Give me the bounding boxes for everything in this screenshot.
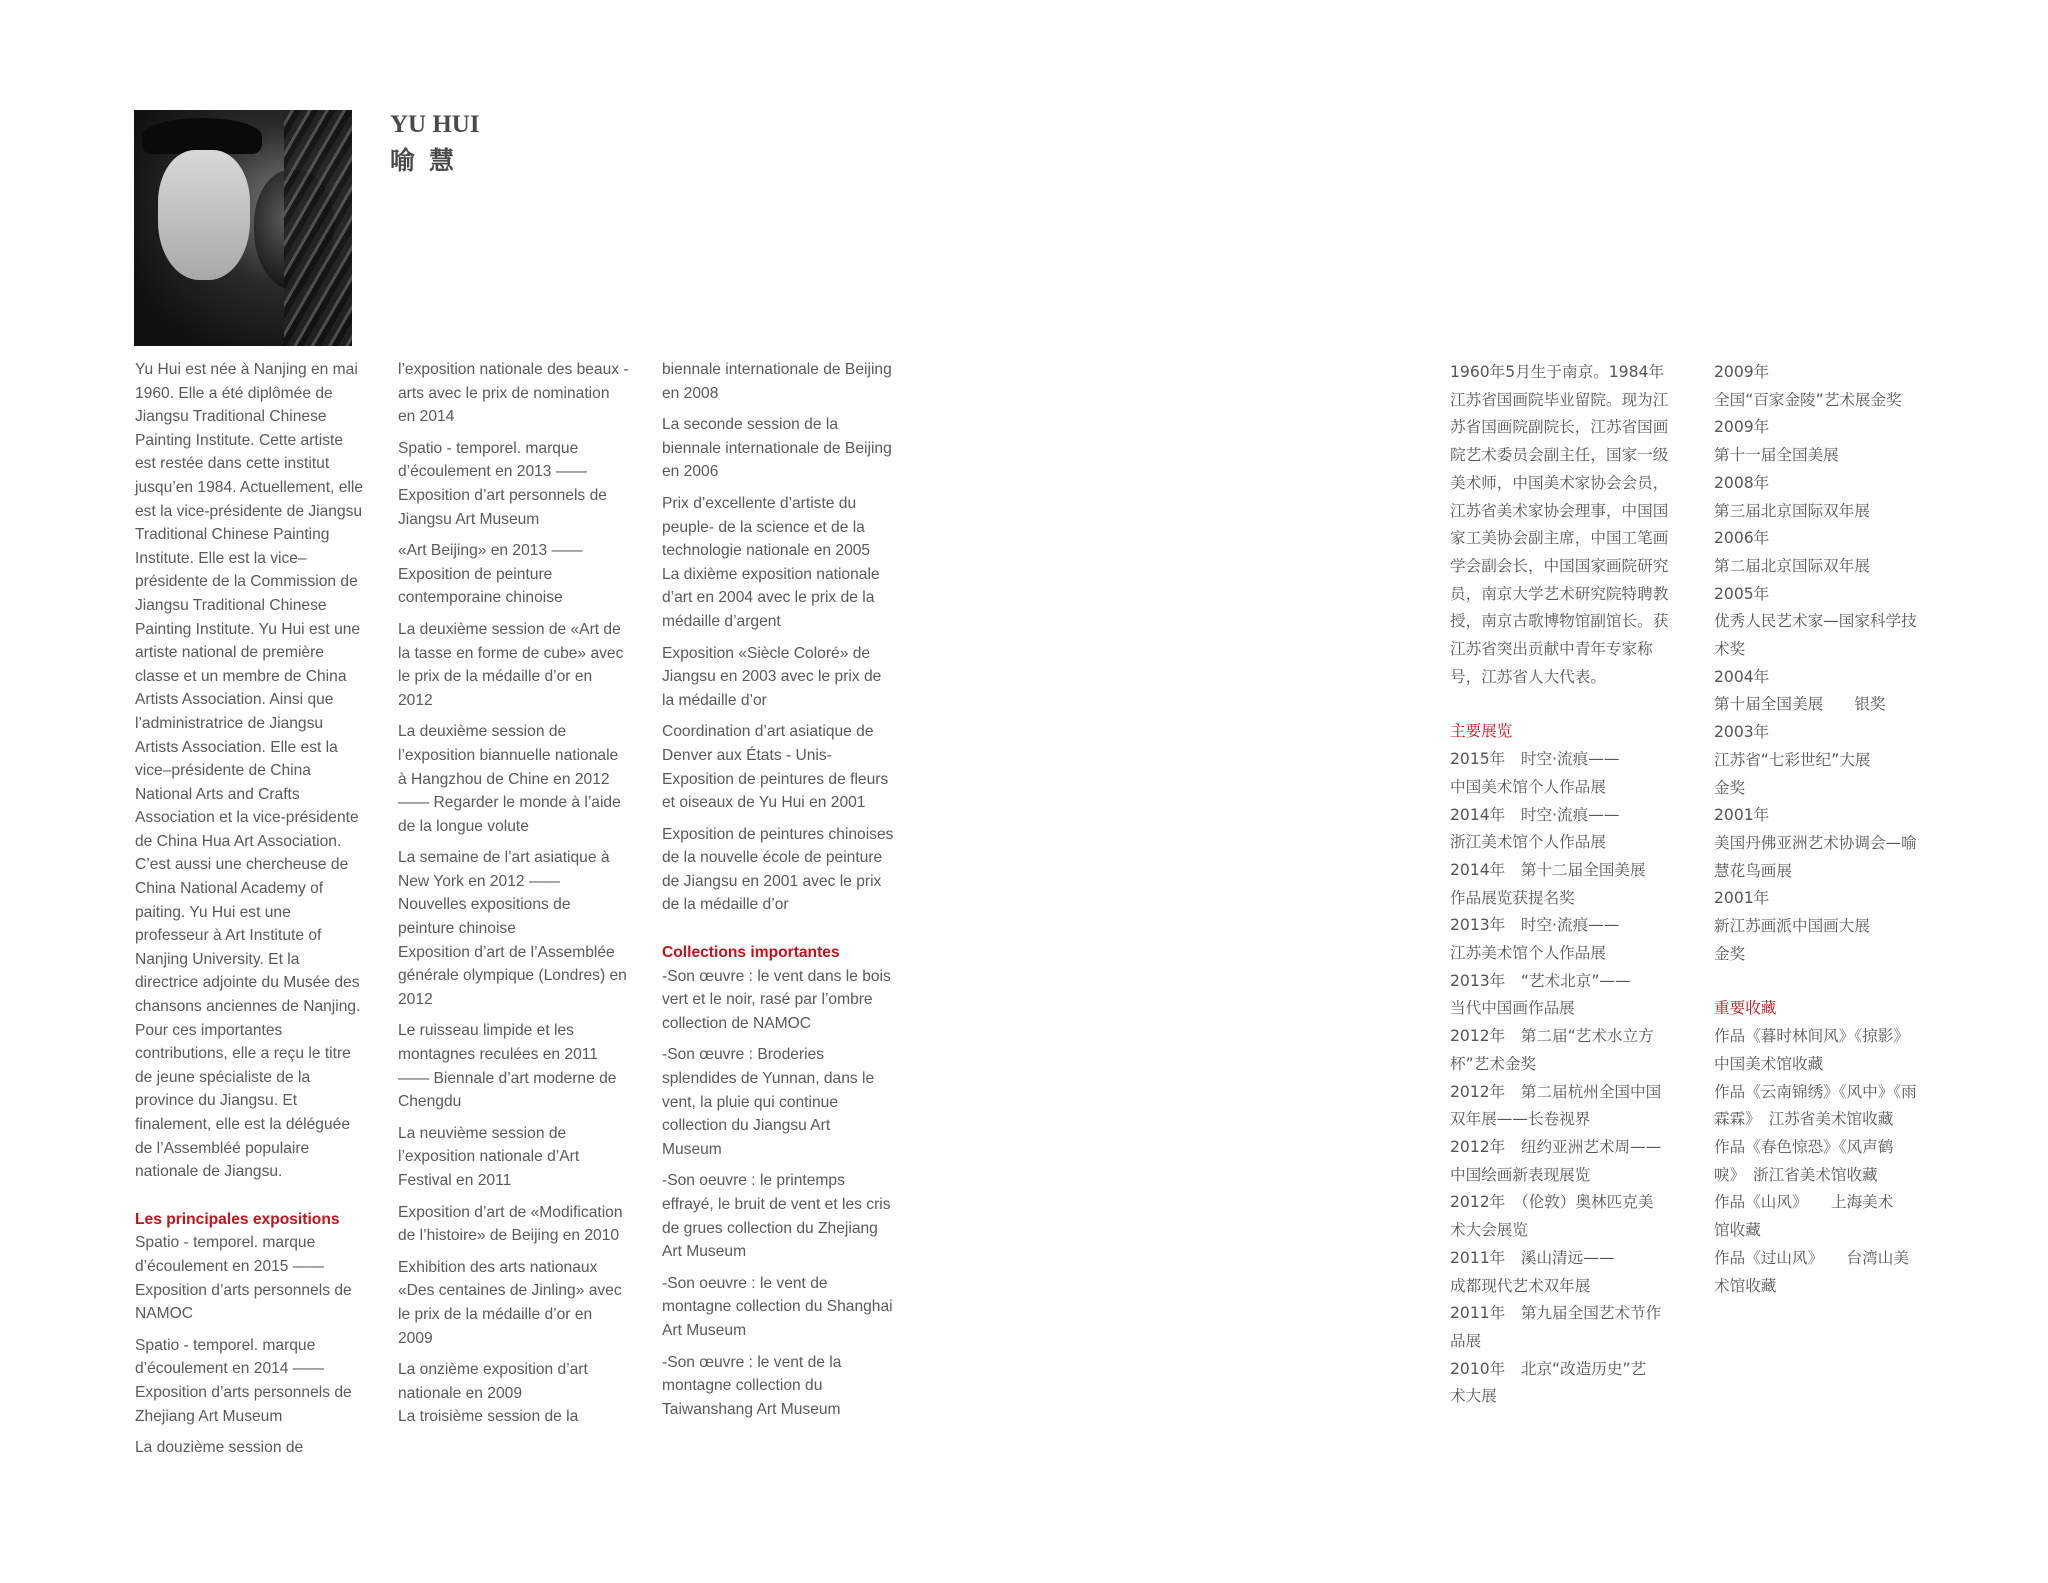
exhibition-line: 2014年 第十二届全国美展 [1450, 860, 1646, 879]
exhibition-line: 术大展 [1450, 1387, 1497, 1406]
exhibition-item: La deuxième session de «Art de la tasse en forme de cube» avec le prix de la médaille d’or en 2012 [398, 620, 624, 709]
exhibition-line: 术大会展览 [1450, 1221, 1528, 1240]
collection-line: 唳》 浙江省美术馆收藏 [1714, 1165, 1878, 1184]
exhibition-line: 当代中国画作品展 [1450, 999, 1575, 1018]
award-line: 第十一届全国美展 [1714, 446, 1839, 465]
chinese-column-2 [1714, 359, 1944, 1300]
exhibition-line: 杯”艺术金奖 [1450, 1054, 1537, 1073]
collection-line: 作品《春色惊恐》《风声鹤 [1714, 1137, 1894, 1156]
exhibition-item: Coordination d’art asiatique de Denver aux États - Unis- Exposition de peintures de fleurs et oiseaux de Yu Hui en 2001 [662, 723, 889, 812]
collection-line: 作品《山风》 上海美术 [1714, 1193, 1894, 1212]
collection-item: -Son œuvre : le vent dans le bois vert et le noir, rasé par l’ombre collection de NAMOC [662, 967, 891, 1032]
exhibition-line: 2013年 时空·流痕—— [1450, 916, 1620, 935]
award-line: 术奖 [1714, 640, 1746, 659]
exhibition-line: 2011年 溪山清远—— [1450, 1248, 1615, 1267]
exhibition-item: La troisième session de la [398, 1408, 579, 1426]
chinese-bio: 1960年5月生于南京。1984年江苏省国画院毕业留院。现为江苏省国画院副院长，江苏省国画院艺术委员会副主任，国家一级美术师，中国美术家协会会员，江苏省美术家协会理事，中国国家工美协会副主席，中国工笔画学会副会长，中国国家画院研究员，南京大学艺术研究院特聘教授，南京古歌博物馆副馆长。获江苏省突出贡献中青年专家称号，江苏省人大代表。 [1450, 363, 1669, 686]
chinese-column-1 [1450, 359, 1674, 1411]
exhibition-item: La semaine de l’art asiatique à New York en 2012 —— Nouvelles expositions de peinture chinoise [398, 849, 610, 938]
exhibition-item: Spatio - temporel. marque d’écoulement en 2015 —— Exposition d’arts personnels de NAMOC [135, 1234, 352, 1323]
exhibition-line: 作品展览获提名奖 [1450, 888, 1575, 907]
exhibition-item: La neuvième session de l’exposition nationale d’Art Festival en 2011 [398, 1124, 580, 1189]
award-line: 美国丹佛亚洲艺术协调会—喻 [1714, 833, 1917, 852]
award-line: 优秀人民艺术家—国家科学技 [1714, 612, 1917, 631]
exhibition-line: 江苏美术馆个人作品展 [1450, 944, 1606, 963]
french-column-3 [662, 358, 894, 1421]
award-line: 2009年 [1714, 418, 1770, 437]
hat-shape [142, 118, 262, 154]
exhibition-item: Exhibition des arts nationaux «Des centaines de Jinling» avec le prix de la médaille d’or en 2009 [398, 1258, 622, 1347]
exhibition-line: 2012年 第二届“艺术水立方 [1450, 1027, 1654, 1046]
collection-item: -Son œuvre : Broderies splendides de Yunnan, dans le vent, la pluie qui continue collection du Jiangsu Art Museum [662, 1046, 875, 1158]
exhibition-item: La douzième session de [135, 1439, 304, 1457]
award-line: 金奖 [1714, 944, 1746, 963]
exhibition-item: Exposition «Siècle Coloré» de Jiangsu en 2003 avec le prix de la médaille d’or [662, 644, 882, 709]
face-shape [158, 150, 250, 280]
portrait-photo [134, 110, 352, 346]
exhibition-item: Spatio - temporel. marque d’écoulement en 2013 —— Exposition d’art personnels de Jiangsu Art Museum [398, 439, 607, 528]
exhibition-item: Exposition d’art de «Modification de l’histoire» de Beijing en 2010 [398, 1203, 623, 1245]
award-line: 第十届全国美展 银奖 [1714, 695, 1886, 714]
exhibition-line: 浙江美术馆个人作品展 [1450, 833, 1606, 852]
exhibition-item: Le ruisseau limpide et les montagnes reculées en 2011 —— Biennale d’art moderne de Chengdu [398, 1022, 617, 1111]
exhibition-line: 2013年 “艺术北京”—— [1450, 971, 1631, 990]
artist-name-english: YU HUI [390, 111, 480, 138]
award-line: 2004年 [1714, 667, 1770, 686]
collections-heading-fr: Collections importantes [662, 944, 840, 962]
exhibition-item: La seconde session de la biennale internationale de Beijing en 2006 [662, 416, 892, 481]
exhibition-item: «Art Beijing» en 2013 —— Exposition de peinture contemporaine chinoise [398, 542, 583, 607]
exhibition-line: 2012年 纽约亚洲艺术周—— [1450, 1137, 1662, 1156]
collection-line: 作品《过山风》 台湾山美 [1714, 1248, 1909, 1267]
award-line: 2003年 [1714, 723, 1770, 742]
exhibition-line: 品展 [1450, 1331, 1482, 1350]
collection-line: 作品《云南锦绣》《风中》《雨 [1714, 1082, 1917, 1101]
collection-line: 霖霖》 江苏省美术馆收藏 [1714, 1110, 1894, 1129]
exhibition-line: 2014年 时空·流痕—— [1450, 805, 1620, 824]
artist-name-chinese: 喻慧 [390, 146, 469, 175]
exhibition-item: La deuxième session de l’exposition biannuelle nationale à Hangzhou de Chine en 2012 —— Regarder le monde à l’aide de la longue volute [398, 723, 621, 835]
collection-item: -Son oeuvre : le vent de montagne collection du Shanghai Art Museum [662, 1274, 893, 1339]
award-line: 第三届北京国际双年展 [1714, 501, 1870, 520]
collection-line: 作品《暮时林间风》《掠影》 [1714, 1027, 1909, 1046]
collection-line: 馆收藏 [1714, 1221, 1761, 1240]
exhibition-line: 2011年 第九届全国艺术节作 [1450, 1304, 1662, 1323]
exhibition-item: Prix d’excellente d’artiste du peuple- de la science et de la technologie nationale en 2005 [662, 494, 871, 560]
exhibition-item: Exposition de peintures chinoises de la nouvelle école de peinture de Jiangsu en 2001 avec le prix de la médaille d’or [662, 825, 894, 914]
exhibitions-heading-fr: Les principales expositions [135, 1210, 340, 1228]
exhibition-item: La dixième exposition nationale d’art en 2004 avec le prix de la médaille d’argent [662, 565, 880, 630]
exhibition-line: 2012年 （伦敦）奥林匹克美 [1450, 1193, 1654, 1212]
award-line: 2009年 [1714, 363, 1770, 381]
french-column-1 [135, 358, 365, 1460]
award-line: 2008年 [1714, 473, 1770, 492]
exhibition-line: 2010年 北京“改造历史”艺 [1450, 1359, 1647, 1378]
exhibition-line: 2012年 第二届杭州全国中国 [1450, 1082, 1662, 1101]
exhibition-line: 中国绘画新表现展览 [1450, 1165, 1591, 1184]
award-line: 江苏省“七彩世纪”大展 [1714, 750, 1871, 769]
exhibition-line: 2015年 时空·流痕—— [1450, 750, 1620, 769]
exhibition-item: biennale internationale de Beijing en 2008 [662, 361, 892, 402]
exhibition-line: 双年展——长卷视界 [1450, 1110, 1591, 1129]
exhibition-item: l’exposition nationale des beaux - arts avec le prix de nomination en 2014 [398, 361, 629, 426]
exhibitions-heading-cn: 主要展览 [1450, 722, 1513, 741]
exhibition-item: Exposition d’art de l’Assemblée générale olympique (Londres) en 2012 [398, 943, 627, 1008]
award-line: 慧花鸟画展 [1714, 861, 1792, 880]
award-line: 全国“百家金陵”艺术展金奖 [1714, 390, 1902, 409]
award-line: 新江苏画派中国画大展 [1714, 917, 1870, 936]
award-line: 第二届北京国际双年展 [1714, 556, 1870, 575]
feathers-shape [284, 110, 352, 346]
exhibition-line: 中国美术馆个人作品展 [1450, 777, 1606, 796]
collections-heading-cn: 重要收藏 [1714, 999, 1777, 1018]
exhibition-item: La onzième exposition d’art nationale en 2009 [398, 1361, 588, 1402]
award-line: 2001年 [1714, 806, 1770, 825]
award-line: 2005年 [1714, 584, 1770, 603]
french-column-2 [398, 358, 630, 1429]
collection-item: -Son œuvre : le vent de la montagne collection du Taiwanshang Art Museum [662, 1353, 842, 1418]
award-line: 2006年 [1714, 529, 1770, 548]
award-line: 金奖 [1714, 778, 1746, 797]
collection-item: -Son oeuvre : le printemps effrayé, le bruit de vent et les cris de grues collection du Zhejiang Art Museum [662, 1172, 891, 1261]
award-line: 2001年 [1714, 889, 1770, 908]
collection-line: 术馆收藏 [1714, 1276, 1777, 1295]
exhibition-item: Spatio - temporel. marque d’écoulement en 2014 —— Exposition d’arts personnels de Zhejiang Art Museum [135, 1336, 352, 1425]
collection-line: 中国美术馆收藏 [1714, 1054, 1824, 1073]
exhibition-line: 成都现代艺术双年展 [1450, 1276, 1591, 1295]
french-bio: Yu Hui est née à Nanjing en mai 1960. Elle a été diplômée de Jiangsu Traditional Chinese Painting Institute. Cette artiste est restée dans cette institut jusqu’en 1984. Actuellement, elle est la vice-présidente de Jiangsu Traditional Chinese Painting Institute. Elle est la vice–présidente de la Commission de Jiangsu Traditional Chinese Painting Institute. Yu Hui est une artiste national de première classe et un membre de China Artists Association. Ainsi que l’administratrice de Jiangsu Artists Association. Elle est la vice–présidente de China National Arts and Crafts Association et la vice-présidente de China Hua Art Association. C’est aussi une chercheuse de China National Academy of paiting. Yu Hui est une professeur à Art Institute of Nanjing University. Et la directrice adjointe du Musée des chansons anciennes de Nanjing. Pour ces importantes contributions, elle a reçu le titre de jeune spécialiste de la province du Jiangsu. Et finalement, elle est la déléguée de l’Assembléé populaire nationale de Jiangsu. [135, 361, 363, 1181]
